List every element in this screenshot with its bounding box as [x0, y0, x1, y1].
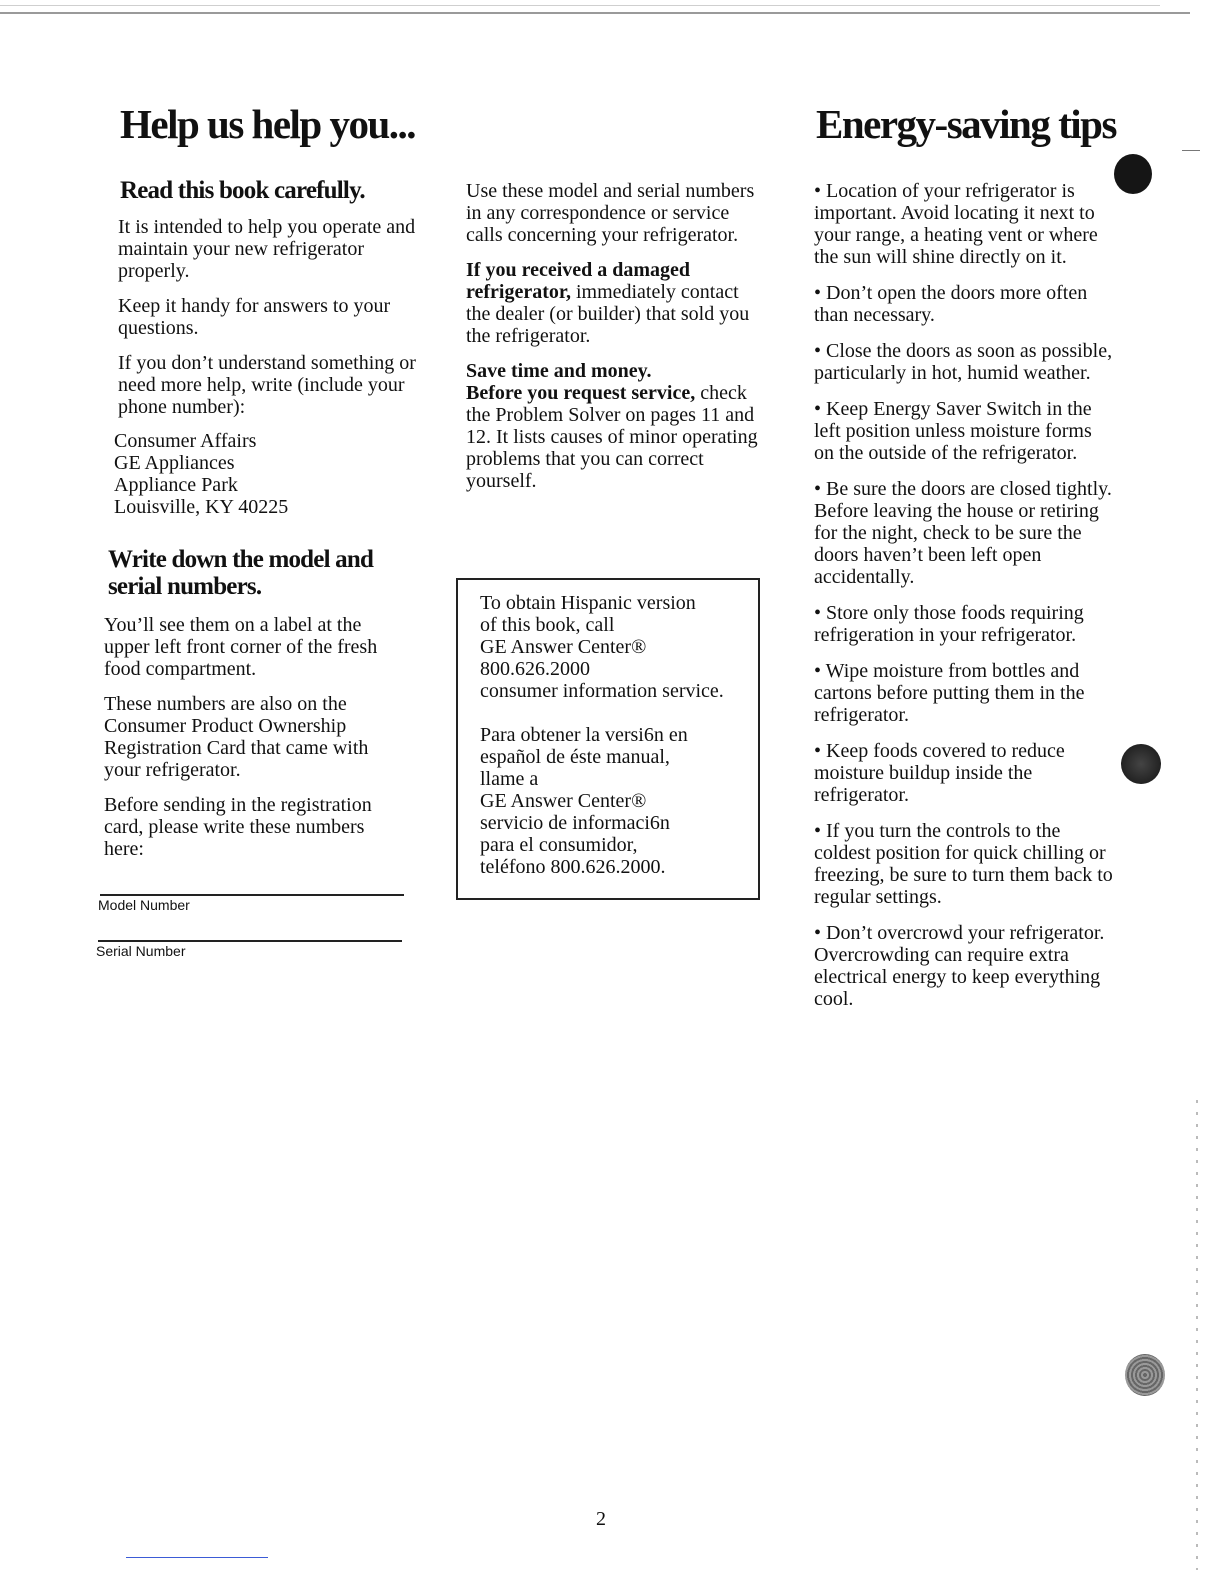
- tip-item: • Wipe moisture from bottles and cartons before putting them in the refrigerator.: [814, 660, 1085, 726]
- read-section: [118, 216, 418, 431]
- box-spanish-line: para el consumidor,: [480, 834, 638, 856]
- address-line: GE Appliances: [114, 452, 235, 474]
- box-spanish-line: Para obtener la versi6n en: [480, 724, 688, 746]
- write-paragraph: Before sending in the registration card, please write these numbers here:: [104, 794, 372, 860]
- box-spanish-line: teléfono 800.626.2000.: [480, 856, 666, 878]
- punch-hole-middle: [1121, 744, 1161, 784]
- scan-edge-dots: [1196, 1100, 1198, 1570]
- energy-tips-title: Energy-saving tips: [816, 101, 1116, 147]
- box-english-line: 800.626.2000: [480, 658, 590, 680]
- energy-tips-list: [814, 180, 1114, 1024]
- tip-item: • Keep Energy Saver Switch in the left position unless moisture forms on the outside of the refrigerator.: [814, 398, 1092, 464]
- damaged-text: immediately contact the dealer (or builder) that sold you the refrigerator.: [466, 281, 750, 347]
- read-paragraph: Keep it handy for answers to your questions.: [118, 295, 391, 339]
- tip-item: • Close the doors as soon as possible, particularly in hot, humid weather.: [814, 340, 1113, 384]
- tip-item: • Keep foods covered to reduce moisture buildup inside the refrigerator.: [814, 740, 1065, 806]
- damaged-paragraph: [466, 259, 768, 347]
- scan-top-line-faint: [0, 5, 1160, 6]
- punch-hole-bottom: [1125, 1354, 1165, 1396]
- serial-number-line[interactable]: [98, 940, 402, 942]
- address-line: Appliance Park: [114, 474, 238, 496]
- write-paragraph: You’ll see them on a label at the upper left front corner of the fresh food compartment.: [104, 614, 378, 680]
- tip-item: • Don’t overcrowd your refrigerator. Overcrowding can require extra electrical energy to keep everything cool.: [814, 922, 1105, 1010]
- tip-item: • Location of your refrigerator is important. Avoid locating it next to your range, a heating vent or where the sun will shine directly on it.: [814, 180, 1098, 268]
- tip-item: • If you turn the controls to the coldest position for quick chilling or freezing, be sure to turn them back to regular settings.: [814, 820, 1113, 908]
- box-spanish-line: llame a: [480, 768, 539, 790]
- read-heading: Read this book carefully.: [120, 177, 365, 204]
- box-english-line: GE Answer Center®: [480, 636, 647, 658]
- box-spanish-line: GE Answer Center®: [480, 790, 647, 812]
- box-spanish-line: español de éste manual,: [480, 746, 670, 768]
- help-title: Help us help you...: [120, 101, 416, 147]
- model-number-label: Model Number: [98, 897, 190, 913]
- read-paragraph: If you don’t understand something or need more help, write (include your phone number):: [118, 352, 416, 418]
- footer-blue-line: [126, 1557, 268, 1558]
- tip-item: • Store only those foods requiring refrigeration in your refrigerator.: [814, 602, 1084, 646]
- box-spanish-line: servicio de informaci6n: [480, 812, 670, 834]
- box-english-line: of this book, call: [480, 614, 615, 636]
- box-english-line: consumer information service.: [480, 680, 724, 702]
- damaged-bold: If you received a damaged refrigerator,: [466, 259, 691, 303]
- save-bold-heading: Save time and money.: [466, 360, 652, 382]
- save-bold-lead: Before you request service,: [466, 382, 696, 404]
- mailing-address: [114, 430, 288, 518]
- tip-item: • Don’t open the doors more often than necessary.: [814, 282, 1088, 326]
- page-number: 2: [596, 1508, 606, 1530]
- write-section: [104, 614, 404, 873]
- write-heading: Write down the model and serial numbers.: [108, 546, 374, 600]
- read-paragraph: It is intended to help you operate and maintain your new refrigerator properly.: [118, 216, 416, 282]
- edge-tick-mark: [1182, 150, 1200, 151]
- save-text: check the Problem Solver on pages 11 and 12. It lists causes of minor operating problems that you can correct yourself.: [466, 382, 758, 492]
- hispanic-version-box: [456, 578, 760, 900]
- use-numbers-paragraph: Use these model and serial numbers in any correspondence or service calls concerning your refrigerator.: [466, 180, 755, 246]
- punch-hole-top: [1114, 154, 1152, 194]
- address-line: Consumer Affairs: [114, 430, 257, 452]
- address-line: Louisville, KY 40225: [114, 496, 289, 518]
- model-number-line[interactable]: [100, 894, 404, 896]
- save-paragraph: [466, 360, 768, 492]
- middle-section: [466, 180, 768, 505]
- write-paragraph: These numbers are also on the Consumer Product Ownership Registration Card that came with your refrigerator.: [104, 693, 369, 781]
- scan-top-line: [0, 12, 1190, 14]
- box-english-line: To obtain Hispanic version: [480, 592, 696, 614]
- serial-number-label: Serial Number: [96, 943, 186, 959]
- tip-item: • Be sure the doors are closed tightly. Before leaving the house or retiring for the night, check to be sure the doors haven’t been left open accidentally.: [814, 478, 1112, 588]
